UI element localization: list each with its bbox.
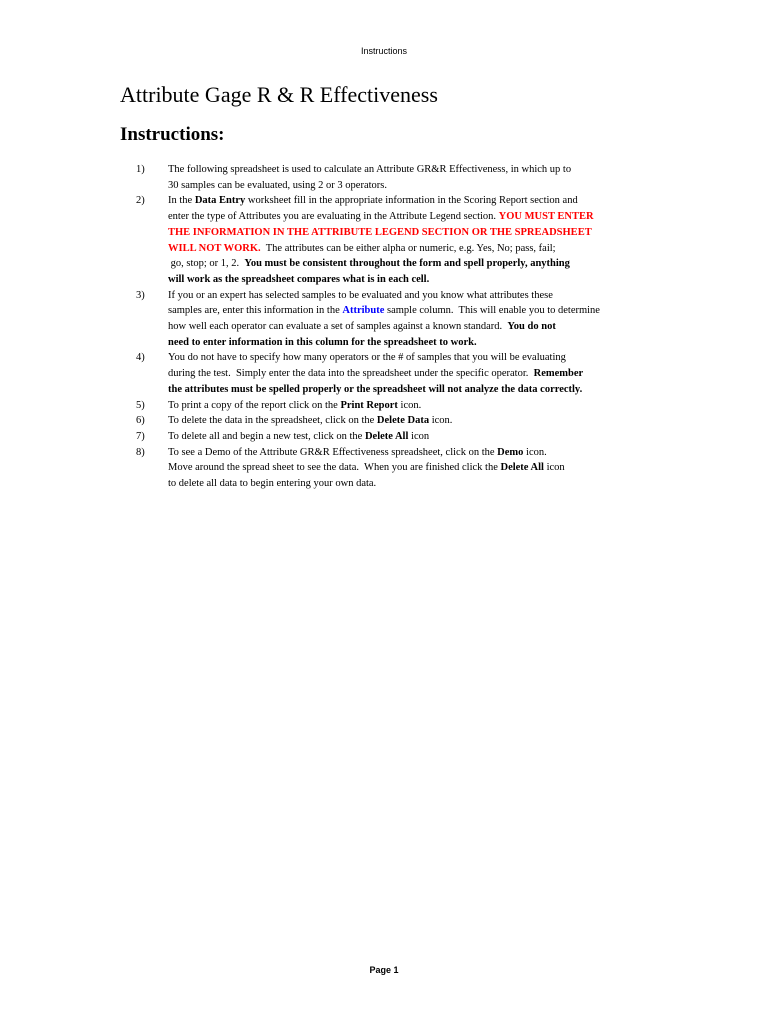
instruction-line [168,382,648,398]
page-footer: Page 1 [369,965,399,975]
plain-text: You do not have to specify how many operators or the # of samples that you will be evaluating [168,352,566,364]
instruction-line [168,241,648,257]
instruction-number: 3) [136,289,145,301]
instruction-line [168,272,648,288]
plain-text: how well each operator can evaluate a set of samples against a known standard. [168,321,508,333]
plain-text: go, stop; or 1, 2. [168,258,245,270]
emphasis-text-bold: need to enter information in this column for the spreadsheet to work. [168,336,477,348]
plain-text: If you or an expert has selected samples to be evaluated and you know what attributes these [168,289,553,301]
instruction-number: 8) [136,446,145,458]
plain-text: samples are, enter this information in the [168,305,343,317]
instructions-list [0,162,768,492]
instruction-item [0,398,768,414]
instruction-number: 7) [136,430,145,442]
plain-text: To see a Demo of the Attribute GR&R Effectiveness spreadsheet, click on the [168,446,498,458]
plain-text: Move around the spread sheet to see the data. When you are finished click the [168,462,501,474]
instruction-line [168,288,648,304]
plain-text: enter the type of Attributes you are evaluating in the Attribute Legend section. [168,211,499,223]
instruction-item [0,288,768,351]
instruction-line [168,303,648,319]
plain-text: The attributes can be either alpha or numeric, e.g. Yes, No; pass, fail; [260,242,556,254]
plain-text: icon [408,430,430,442]
emphasis-text-bold: Delete All [500,462,544,474]
instruction-number: 2) [136,195,145,207]
instruction-line [168,366,648,382]
instruction-text [168,193,648,287]
emphasis-text-blue: Attribute [342,305,385,317]
instruction-text [168,429,648,445]
instruction-line [168,209,648,225]
page-header: Instructions [360,46,408,56]
instruction-text [168,445,648,492]
instruction-line [168,225,648,241]
instruction-line [168,445,648,461]
emphasis-text-red: YOU MUST ENTER [498,211,594,223]
instruction-line [168,476,648,492]
instruction-text [168,413,648,429]
instruction-number: 6) [136,415,145,427]
instruction-item [0,193,768,287]
emphasis-text-bold: Data Entry [194,195,246,207]
emphasis-text-bold: Remember [533,368,584,380]
plain-text: icon. [429,415,453,427]
instruction-number: 1) [136,164,145,175]
document-title: Attribute Gage R & R Effectiveness [120,82,438,107]
instruction-line [168,429,648,445]
instruction-line [168,256,648,272]
instruction-line [168,319,648,335]
emphasis-text-red: THE INFORMATION IN THE ATTRIBUTE LEGEND SECTION OR THE SPREADSHEET [168,226,592,238]
instruction-item [0,445,768,492]
plain-text: icon [543,462,565,474]
plain-text: In the [168,195,195,207]
instruction-item [0,162,768,193]
plain-text: sample column. This will enable you to determine [384,305,600,317]
instruction-line [168,335,648,351]
instruction-item [0,429,768,445]
instruction-item [0,350,768,397]
plain-text: during the test. Simply enter the data into the spreadsheet under the specific operator. [168,368,534,380]
plain-text: To print a copy of the report click on the [168,399,341,411]
emphasis-text-bold: Delete All [364,430,409,442]
instruction-line [168,460,648,476]
emphasis-text-bold: Demo [497,446,524,458]
instruction-text [168,350,648,397]
emphasis-text-bold: You must be consistent throughout the form and spell properly, anything [244,258,570,270]
plain-text: The following spreadsheet is used to calculate an Attribute GR&R Effectiveness, in which up to [168,164,572,175]
emphasis-text-red: WILL NOT WORK. [168,242,261,254]
plain-text: worksheet fill in the appropriate information in the Scoring Report section and [245,195,578,207]
emphasis-text-bold: the attributes must be spelled properly or the spreadsheet will not analyze the data correctly. [168,383,583,395]
instructions-heading: Instructions: [120,124,225,145]
plain-text: to delete all data to begin entering your own data. [168,478,377,490]
instruction-line [168,178,648,194]
plain-text: 30 samples can be evaluated, using 2 or 3 operators. [168,179,387,191]
instruction-line [168,398,648,414]
instruction-line [168,413,648,429]
emphasis-text-bold: Delete Data [376,415,430,427]
plain-text: icon. [523,446,547,458]
instruction-text [168,398,648,414]
plain-text: To delete the data in the spreadsheet, click on the [168,415,377,427]
emphasis-text-bold: will work as the spreadsheet compares what is in each cell. [168,273,430,285]
plain-text: To delete all and begin a new test, click on the [168,430,365,442]
instruction-line [168,350,648,366]
instruction-line [168,162,648,178]
instruction-number: 5) [136,399,145,411]
emphasis-text-bold: Print Report [340,399,398,411]
instruction-text [168,288,648,351]
instruction-text [168,162,648,193]
instruction-number: 4) [136,352,145,364]
plain-text: icon. [397,399,422,411]
instruction-item [0,413,768,429]
emphasis-text-bold: You do not [507,321,556,333]
instruction-line [168,193,648,209]
